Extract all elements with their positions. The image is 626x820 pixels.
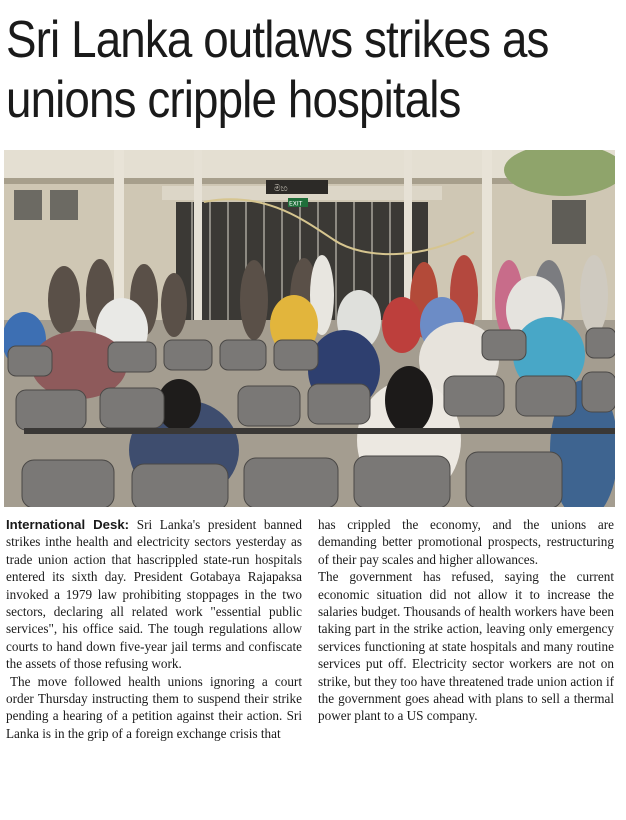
paragraph-1 — [6, 516, 302, 673]
paragraph-4: The government has refused, saying the current economic situation did not allow it to increase the salaries budget. Thousands of health workers have been taking part in the strike action, leaving only emergency services functioning at state hospitals and many routine services put off. Electricity sector workers are not on strike, but they too have threatened trade union action if the government goes ahead with plans to sell a thermal power plant to a US company. — [318, 569, 614, 724]
headline-line-2: unions cripple hospitals — [6, 71, 461, 129]
news-photo — [4, 150, 615, 507]
dateline: International Desk: — [6, 517, 130, 532]
paragraph-3: has crippled the economy, and the unions are demanding better promotional prospects, restructuring of their pay scales and higher allowances. — [318, 517, 614, 567]
paragraph-2: The move followed health unions ignoring a court order Thursday instructing them to suspend their strike pending a hearing of a petition against their action. Sri Lanka is in the grip of a foreign exchange crisis that — [6, 673, 302, 741]
entrance-sign: මහ — [274, 184, 288, 194]
exit-sign: EXIT — [289, 200, 303, 208]
article-column-2 — [318, 516, 614, 812]
headline-line-1: Sri Lanka outlaws strikes as — [6, 11, 549, 69]
headline — [6, 10, 549, 130]
article-body — [6, 516, 614, 812]
paragraph-1-text: Sri Lanka's president banned strikes inthe health and electricity sectors yesterday as trade union action that hascrippled state-run hospitals entered its sixth day. President Gotabaya Rajapaksa invoked a 1979 law prohibiting stoppages in the two sectors, declaring all related work "essential public services", his office said. The tough regulations allow courts to hand down five-year jail terms and confiscate the assets of those refusing work. — [6, 517, 302, 672]
article-column-1 — [6, 516, 302, 812]
